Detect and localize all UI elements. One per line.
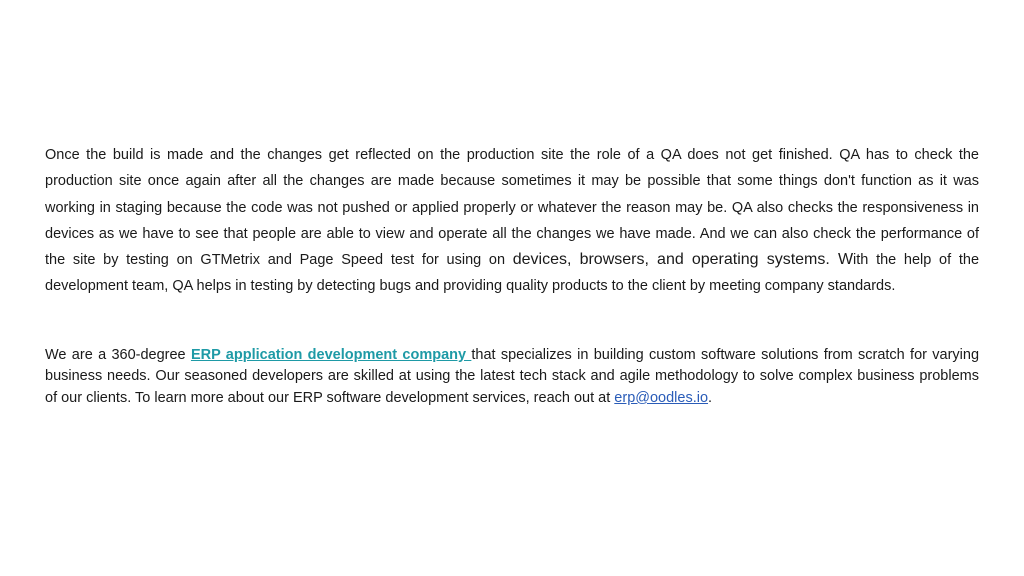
company-paragraph-text-b: that specializes in building custom software solutions from scratch for varying business needs. Our seasoned developers are skilled at using the latest tech stack and agile methodology to solve complex business problems of our clients. To learn more about our ERP software development services, reach out at bbox=[45, 346, 980, 406]
qa-paragraph-text-big: devices, browsers, and operating systems. W bbox=[512, 251, 854, 269]
email-link[interactable]: erp@oodles.io bbox=[614, 389, 709, 406]
erp-development-link[interactable]: ERP application development company bbox=[190, 346, 472, 363]
content-block bbox=[45, 142, 979, 409]
company-paragraph-text-a: We are a 360-degree bbox=[45, 346, 191, 363]
qa-paragraph-text-a: Once the build is made and the changes get reflected on the production site the role of a QA does not get finished. QA has to check the production site once again after all the changes are made because sometimes it may be possible that some things don't function as it was working in staging because the code was not pushed or applied properly or whatever the reason may be. QA also checks the responsiveness in devices as we have to see that people are able to view and operate all the changes we have made. And we can also check the performance of the site by testing on GTMetrix and Page Speed test for using on bbox=[45, 147, 979, 269]
qa-paragraph-text-b: ith the help of the development team, QA helps in testing by detecting bugs and providing quality products to the client by meeting company standards. bbox=[45, 252, 980, 295]
company-paragraph bbox=[45, 345, 979, 410]
qa-paragraph bbox=[45, 142, 979, 300]
company-paragraph-text-c: . bbox=[708, 389, 713, 406]
